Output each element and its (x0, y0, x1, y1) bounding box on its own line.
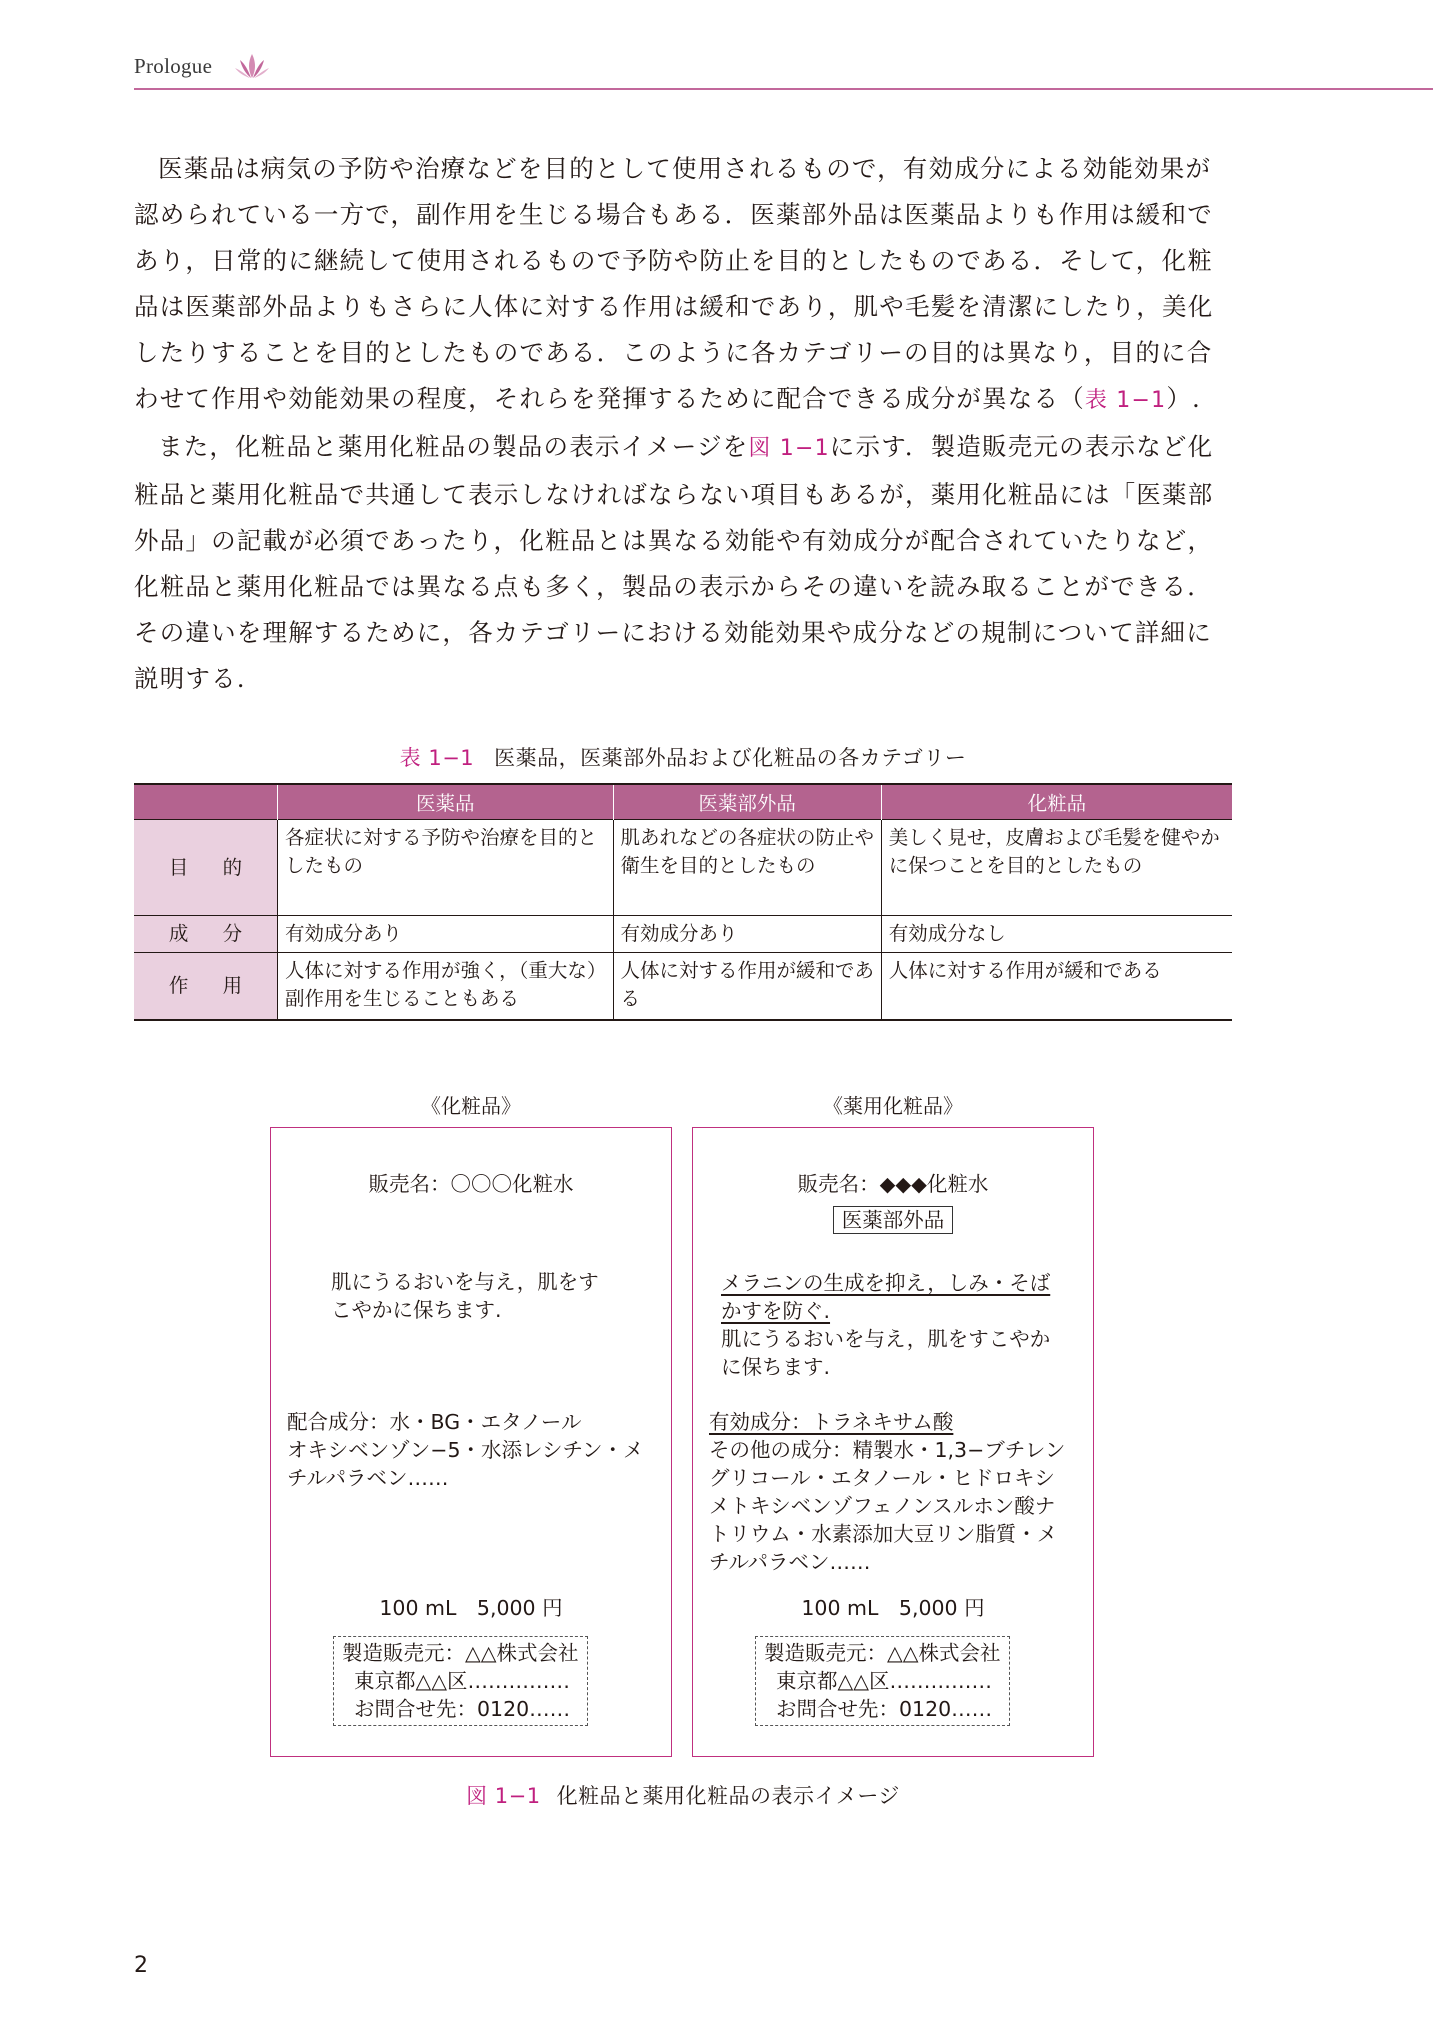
manufacturer-box (755, 1636, 1010, 1726)
quasi-drug-title: 《薬用化粧品》 (823, 1094, 963, 1118)
cosmetic-title: 《化粧品》 (421, 1094, 521, 1118)
effect-line-underlined: かすを防ぐ. (721, 1299, 831, 1323)
table-row (134, 820, 1232, 916)
ingredient-line: メトキシベンゾフェノンスルホン酸ナ (709, 1494, 1056, 1518)
effect-line-underlined: メラニンの生成を抑え，しみ・そば (721, 1271, 1051, 1295)
section-label: Prologue (134, 54, 213, 78)
column-header: 医薬部外品 (613, 784, 881, 820)
running-header (134, 54, 1433, 90)
manufacturer-box (333, 1636, 588, 1726)
ingredient-line: チルパラベン…… (287, 1466, 449, 1490)
table-number: 表 1−1 (399, 746, 475, 770)
contact-line: お問合せ先：0120…… (776, 1697, 993, 1721)
table-corner (134, 784, 278, 820)
price: 100 mL 5,000 円 (379, 1596, 563, 1620)
product-name: 販売名：◆◆◆化粧水 (797, 1172, 989, 1196)
ingredient-line: その他の成分：精製水・1,3−ブチレン (709, 1438, 1066, 1462)
table-cell: 有効成分あり (613, 916, 881, 953)
table-cell: 人体に対する作用が緩和である (881, 953, 1232, 1021)
ingredient-line: トリウム・水素添加大豆リン脂質・メ (709, 1522, 1058, 1546)
ingredient-line: グリコール・エタノール・ヒドロキシ (709, 1466, 1055, 1490)
contact-line: お問合せ先：0120…… (354, 1697, 571, 1721)
table-cell: 各症状に対する予防や治療を目的としたもの (278, 820, 614, 916)
manufacturer-line: 製造販売元：△△株式会社 (342, 1641, 579, 1665)
page-number: 2 (134, 1953, 148, 1978)
column-header: 化粧品 (881, 784, 1232, 820)
figure-title: 化粧品と薬用化粧品の表示イメージ (556, 1784, 900, 1808)
address-line: 東京都△△区…………… (776, 1669, 993, 1693)
effect-line: に保ちます. (721, 1355, 831, 1379)
paragraph: 医薬品は病気の予防や治療などを目的として使用されるもので，有効成分による効能効果が認められている一方で，副作用を生じる場合もある．医薬部外品は医薬品よりも作用は緩和であり，日常的に継続して使用されるもので予防や防止を目的としたものである．そして，化粧品は医薬部外品よりもさらに人体に対する作用は緩和であり，肌や毛髪を清潔にしたり，美化したりすることを目的としたものである．このように各カテゴリーの目的は異なり，目的に合わせて作用や効能効果の程度，それらを発揮するために配合できる成分が異なる（表 1−1）. (134, 154, 1214, 413)
quasi-drug-label-panel (692, 1127, 1094, 1757)
table-cell: 人体に対する作用が緩和である (613, 953, 881, 1021)
table-header-row (134, 784, 1232, 820)
figure-number: 図 1−1 (466, 1784, 541, 1808)
ingredient-line: 配合成分：水・BG・エタノール (287, 1410, 582, 1434)
row-header: 作 用 (134, 953, 278, 1021)
table-cell: 人体に対する作用が強く，（重大な）副作用を生じることもある (278, 953, 614, 1021)
active-ingredient: 有効成分：トラネキサム酸 (709, 1410, 954, 1434)
category-table (134, 783, 1232, 1021)
cosmetic-label-panel (270, 1127, 672, 1757)
effect-line: 肌にうるおいを与え，肌をす (331, 1270, 599, 1294)
figure-reference: 図 1−1 (748, 436, 830, 461)
ingredient-line: オキシベンゾン−5・水添レシチン・メ (287, 1438, 644, 1462)
effect-line: こやかに保ちます. (331, 1298, 502, 1322)
table-cell: 有効成分なし (881, 916, 1232, 953)
table-cell: 肌あれなどの各症状の防止や衛生を目的としたもの (613, 820, 881, 916)
quasi-drug-badge: 医薬部外品 (833, 1206, 954, 1234)
product-name: 販売名：〇〇〇化粧水 (368, 1172, 574, 1196)
row-header: 目 的 (134, 820, 278, 916)
price: 100 mL 5,000 円 (801, 1596, 985, 1620)
table-cell: 有効成分あり (278, 916, 614, 953)
figure-caption (134, 1780, 1232, 1810)
paragraph: また，化粧品と薬用化粧品の製品の表示イメージを図 1−1に示す．製造販売元の表示など化粧品と薬用化粧品で共通して表示しなければならない項目もあるが，薬用化粧品には「医薬部外品」の記載が必須であったり，化粧品とは異なる効能や有効成分が配合されていたりなど，化粧品と薬用化粧品では異なる点も多く，製品の表示からその違いを読み取ることができる．その違いを理解するために，各カテゴリーにおける効能効果や成分などの規制について詳細に説明する. (134, 432, 1214, 693)
manufacturer-line: 製造販売元：△△株式会社 (764, 1641, 1001, 1665)
body-text (134, 146, 1234, 702)
table-title: 医薬品，医薬部外品および化粧品の各カテゴリー (494, 746, 967, 770)
table-reference: 表 1−1 (1084, 388, 1167, 413)
table-caption (134, 742, 1232, 772)
effect-line: 肌にうるおいを与え，肌をすこやか (721, 1327, 1051, 1351)
table-row (134, 916, 1232, 953)
row-header: 成 分 (134, 916, 278, 953)
ingredient-line: チルパラベン…… (709, 1550, 871, 1574)
column-header: 医薬品 (278, 784, 614, 820)
table-cell: 美しく見せ，皮膚および毛髪を健やかに保つことを目的としたもの (881, 820, 1232, 916)
address-line: 東京都△△区…………… (354, 1669, 571, 1693)
category-badge-wrap (693, 1206, 1093, 1234)
lotus-icon (234, 52, 270, 80)
table-row (134, 953, 1232, 1021)
